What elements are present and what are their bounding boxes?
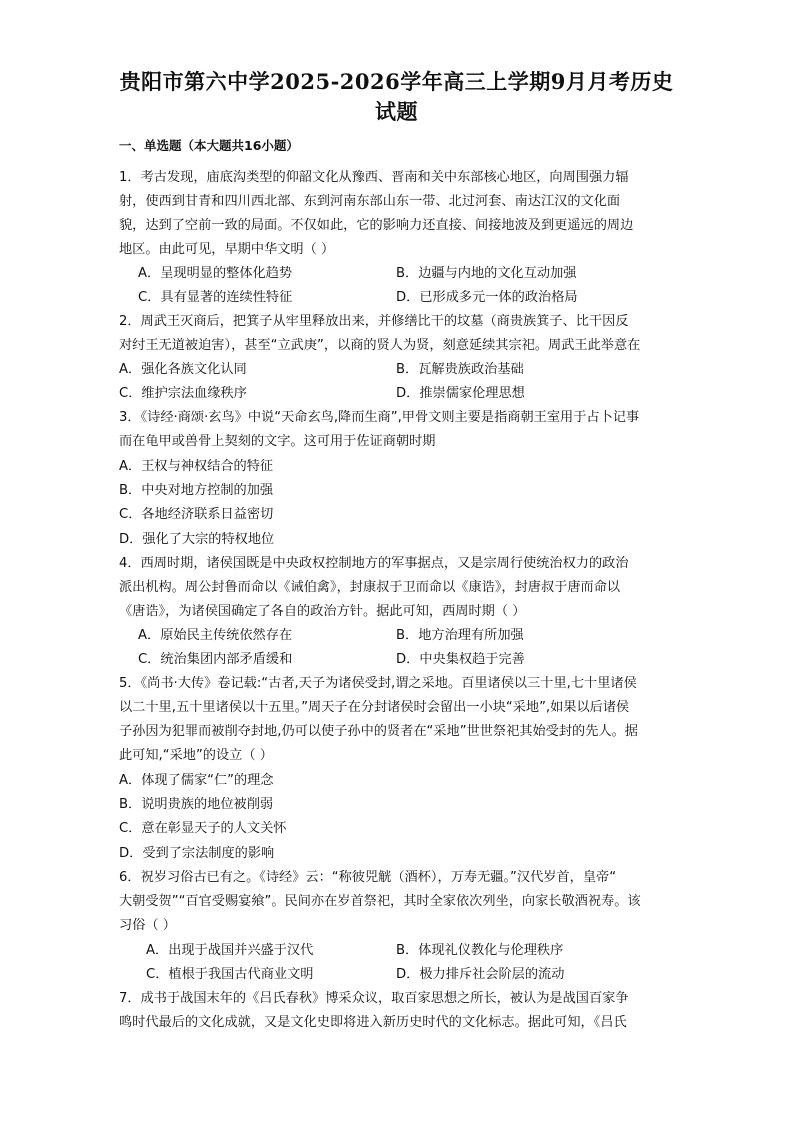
q2-option-c: C．维护宗法血缘秩序 [119,386,247,401]
q4-option-b: B．地方治理有所加强 [396,628,524,643]
q4-option-a: A．原始民主传统依然存在 [138,628,293,643]
q2-option-a: A．强化各族文化认同 [119,362,247,377]
q3-stem-line: 而在龟甲或兽骨上契刻的文字。这可用于佐证商朝时期 [119,434,436,449]
q6-stem-line: 大朝受贺”“百官受赐宴飨”。民间亦在岁首祭祀，其时全家依次列坐，向家长敬酒祝寿。该 [119,894,641,909]
q1-stem-line: 貌，达到了空前一致的局面。不仅如此，它的影响力还直接、间接地波及到更遥远的周边 [119,218,634,233]
q2-option-b: B．瓦解贵族政治基础 [396,362,524,377]
q5-stem-line: 此可知,“采地”的设立（ ） [119,748,273,763]
q1-option-c: C．具有显著的连续性特征 [138,290,293,305]
q3-option-d: D．强化了大宗的特权地位 [119,532,275,547]
q5-option-c: C．意在彰显天子的人文关怀 [119,821,287,836]
q3-option-a: A．王权与神权结合的特征 [119,459,274,474]
q2-stem-line: 2．周武王灭商后，把箕子从牢里释放出来，并修缮比干的坟墓（商贵族箕子、比干因反 [119,314,629,329]
q1-stem-line: 射，使西到甘青和四川西北部、东到河南东部山东一带、北过河套、南达江汉的文化面 [119,194,621,209]
q1-option-b: B．边疆与内地的文化互动加强 [396,266,577,281]
q4-stem-line: 派出机构。周公封鲁而命以《诫伯禽》，封康叔于卫而命以《康诰》，封唐叔于唐而命以 [119,580,621,595]
q6-option-d: D．极力排斥社会阶层的流动 [396,967,565,982]
q2-option-d: D．推崇儒家伦理思想 [396,386,525,401]
document-title-line2: 试题 [375,99,418,124]
q5-option-d: D．受到了宗法制度的影响 [119,846,275,861]
q7-stem-line: 7．成书于战国末年的《吕氏春秋》博采众议，取百家思想之所长，被认为是战国百家争 [119,991,629,1006]
q1-stem-line: 1．考古发现，庙底沟类型的仰韶文化从豫西、晋南和关中东部核心地区，向周围强力辐 [119,170,629,185]
q1-stem-line: 地区。由此可见，早期中华文明（ ） [119,242,335,257]
q5-stem-line: 以二十里,五十里诸侯以十五里。”周天子在分封诸侯时会留出一小块“采地”,如果以后诸侯 [119,700,630,715]
q6-option-c: C．植根于我国古代商业文明 [146,967,314,982]
q5-stem-line: 5．《尚书·大传》卷记载:“古者,天子为诸侯受封,谓之采地。百里诸侯以三十里,七十里诸侯 [119,676,637,691]
q6-stem-line: 6．祝岁习俗古已有之。《诗经》云：“称彼兕觥（酒杯），万寿无疆。”汉代岁首，皇帝“ [119,870,617,885]
q5-option-b: B．说明贵族的地位被削弱 [119,797,274,812]
q3-option-c: C．各地经济联系日益密切 [119,507,274,522]
section-heading: 一、单选题（本大题共16小题） [119,138,299,153]
q1-option-d: D．已形成多元一体的政治格局 [396,290,578,305]
q4-stem-line: 《唐诰》，为诸侯国确定了各自的政治方针。据此可知，西周时期（ ） [119,604,526,619]
q3-option-b: B．中央对地方控制的加强 [119,483,274,498]
q1-option-a: A．呈现明显的整体化趋势 [138,266,293,281]
q4-option-c: C．统治集团内部矛盾缓和 [138,652,293,667]
q6-stem-line: 习俗（ ） [119,918,176,933]
q4-stem-line: 4．西周时期，诸侯国既是中央政权控制地方的军事据点，又是宗周行使统治权力的政治 [119,556,629,571]
q2-stem-line: 对纣王无道被迫害），甚至“立武庚”，以商的贤人为贤，刻意延续其宗祀。周武王此举意在 [119,338,641,353]
q5-stem-line: 子孙因为犯罪而被削夺封地,仍可以使子孙中的贤者在“采地”世世祭祀其始受封的先人。据 [119,724,638,739]
document-title-line1: 贵阳市第六中学2025-2026学年高三上学期9月月考历史 [119,69,674,94]
q6-option-a: A．出现于战国并兴盛于汉代 [146,943,314,958]
q5-option-a: A．体现了儒家“仁”的理念 [119,773,274,788]
q6-option-b: B．体现礼仪教化与伦理秩序 [396,943,564,958]
q3-stem-line: 3．《诗经·商颂·玄鸟》中说“天命玄鸟,降而生商”,甲骨文则主要是指商朝王室用于占卜记事 [119,410,640,425]
q7-stem-line: 鸣时代最后的文化成就，又是文化史即将进入新历史时代的文化标志。据此可知，《吕氏 [119,1015,627,1030]
q4-option-d: D．中央集权趋于完善 [396,652,525,667]
